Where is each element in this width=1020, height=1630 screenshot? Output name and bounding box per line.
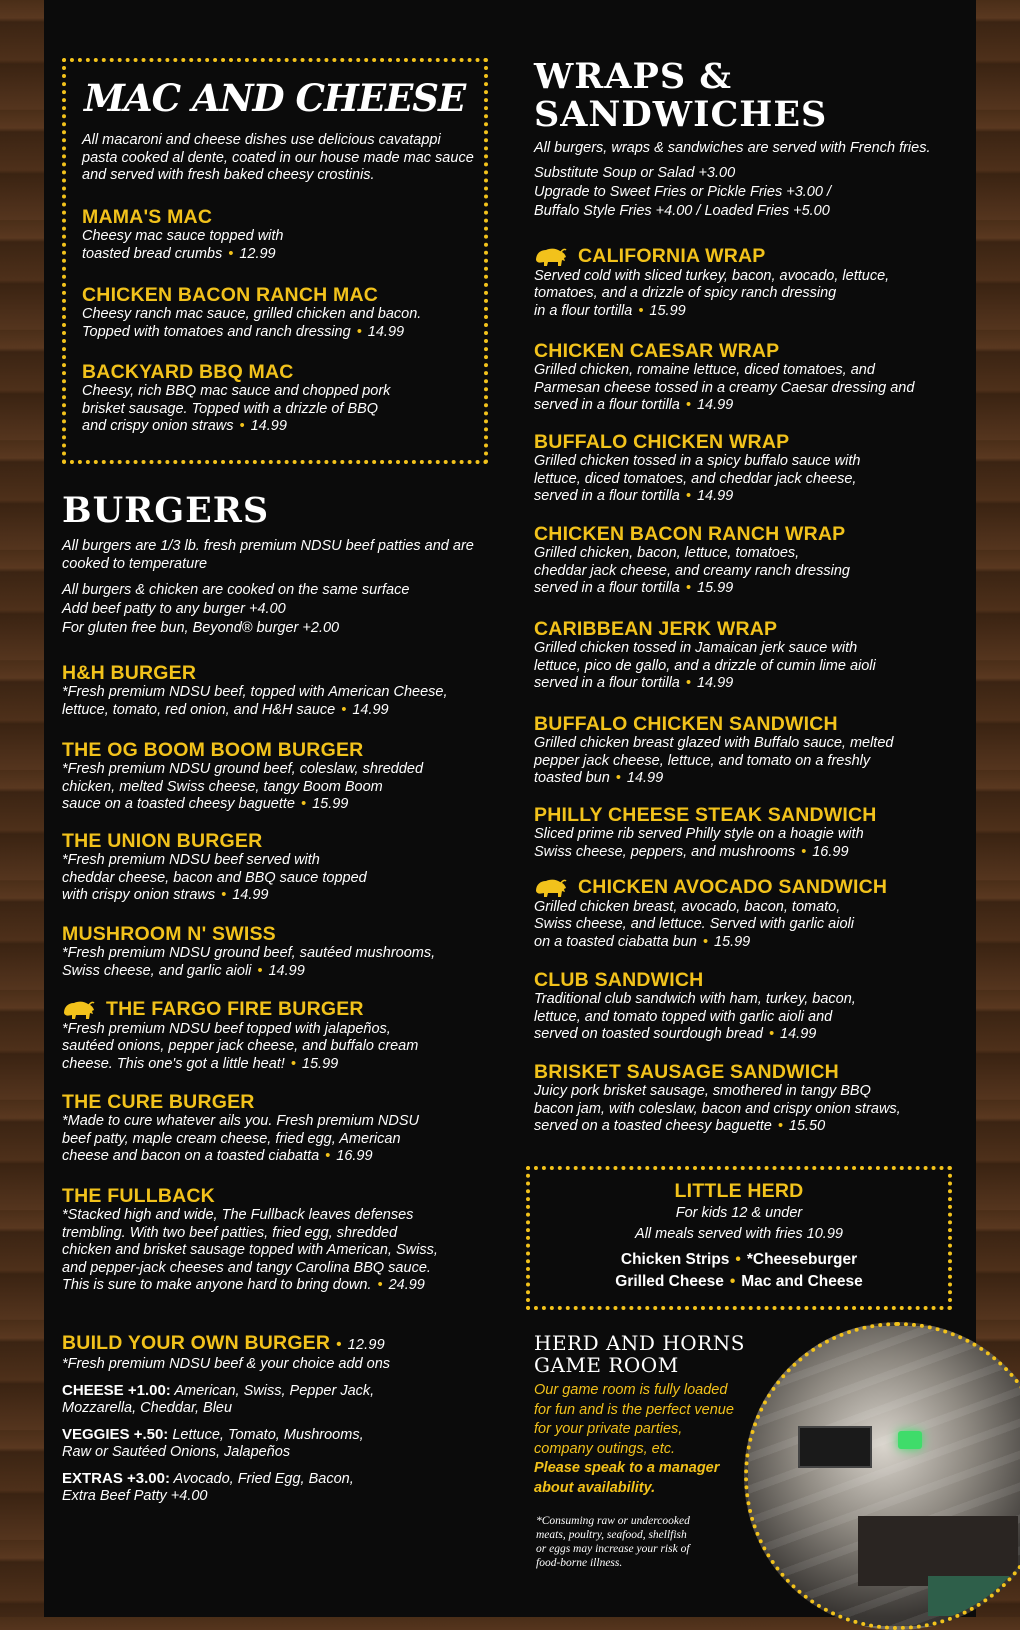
item-desc-line: toasted bun bbox=[534, 770, 610, 786]
item-desc-line: chicken, melted Swiss cheese, tangy Boom Boom bbox=[62, 778, 383, 795]
item-name: BUFFALO CHICKEN SANDWICH bbox=[534, 713, 838, 735]
item-price: 16.99 bbox=[812, 843, 849, 860]
bison-icon bbox=[534, 877, 568, 899]
item-name: BACKYARD BBQ MAC bbox=[82, 361, 294, 383]
item-name: BRISKET SAUSAGE SANDWICH bbox=[534, 1061, 839, 1083]
item-price: 24.99 bbox=[388, 1277, 425, 1293]
item-name: H&H BURGER bbox=[62, 662, 197, 684]
burger-item-fargo: THE FARGO FIRE BURGER *Fresh premium NDSU beef topped with jalapeños, sautéed onions, pepper jack cheese, and buffalo cream cheese. This one's got a little heat! • 15.99 bbox=[62, 998, 419, 1072]
item-price: 15.99 bbox=[713, 933, 751, 950]
wraps-sub-loaded: Buffalo Style Fries +4.00 / Loaded Fries +5.00 bbox=[534, 203, 830, 219]
burger-item-og: THE OG BOOM BOOM BURGER *Fresh premium NDSU ground beef, coleslaw, shredded chicken, melted Swiss cheese, tangy Boom Boom sauce on a toasted cheesy baguette • 15.99 bbox=[62, 739, 424, 812]
item-desc-line: lettuce, diced tomatoes, and cheddar jack cheese, bbox=[534, 470, 857, 487]
item-desc-line: sauce on a toasted cheesy baguette bbox=[62, 796, 295, 812]
wraps-title-line1: WRAPS & bbox=[534, 56, 732, 97]
sandwich-item-buffalo: BUFFALO CHICKEN SANDWICH Grilled chicken breast glazed with Buffalo sauce, melted pepper jack cheese, lettuce, and tomato on a freshly toasted bun • 14.99 bbox=[534, 713, 894, 786]
item-name: CHICKEN BACON RANCH WRAP bbox=[534, 523, 846, 545]
item-desc-line: brisket sausage. Topped with a drizzle of BBQ bbox=[82, 400, 379, 417]
item-desc-line: Topped with tomatoes and ranch dressing bbox=[82, 323, 351, 340]
sandwich-item-brisket: BRISKET SAUSAGE SANDWICH Juicy pork brisket sausage, smothered in tangy BBQ bacon jam, with coleslaw, bacon and crispy onion straws, served on a toasted cheesy baguette • 15.50 bbox=[534, 1061, 901, 1134]
little-herd-box: LITTLE HERD For kids 12 & under All meals served with fries 10.99 Chicken Strips • *Cheeseburger Grilled Cheese • Mac and Cheese bbox=[526, 1166, 952, 1310]
addon-extras-options: Extra Beef Patty +4.00 bbox=[62, 1488, 208, 1504]
item-desc-line: cheese and bacon on a toasted ciabatta bbox=[62, 1148, 320, 1164]
item-desc-line: cheddar cheese, bacon and BBQ sauce topped bbox=[62, 869, 367, 886]
item-desc-line: tomatoes, and a drizzle of spicy ranch dressing bbox=[534, 285, 837, 302]
game-desc-line: about availability. bbox=[534, 1479, 656, 1496]
item-name: CLUB SANDWICH bbox=[534, 969, 704, 991]
addon-veggies-options: Raw or Sautéed Onions, Jalapeños bbox=[62, 1444, 291, 1460]
wraps-title-line2: SANDWICHES bbox=[534, 94, 828, 135]
item-name: MAMA'S MAC bbox=[82, 206, 213, 228]
item-price: 14.99 bbox=[232, 887, 269, 903]
item-desc-line: beef patty, maple cream cheese, fried egg, American bbox=[62, 1130, 401, 1147]
burger-item-hh: H&H BURGER *Fresh premium NDSU beef, topped with American Cheese, lettuce, tomato, red onion, and H&H sauce • 14.99 bbox=[62, 662, 448, 718]
item-price: 14.99 bbox=[780, 1026, 817, 1042]
item-price: 15.99 bbox=[696, 580, 734, 596]
item-price: 15.99 bbox=[301, 1055, 339, 1072]
byo-subtitle: *Fresh premium NDSU beef & your choice add ons bbox=[62, 1356, 391, 1372]
item-desc-line: lettuce, pico de gallo, and a drizzle of cumin lime aioli bbox=[534, 657, 876, 674]
burgers-intro: All burgers are 1/3 lb. fresh premium NDSU beef patties and are cooked to temperature bbox=[62, 538, 474, 572]
burgers-section-title: BURGERS bbox=[62, 490, 270, 531]
item-desc-line: served in a flour tortilla bbox=[534, 580, 680, 596]
game-room-photo bbox=[744, 1322, 1020, 1630]
kids-item-chicken-strips: Chicken Strips bbox=[620, 1251, 730, 1268]
item-desc-line: Grilled chicken breast, avocado, bacon, tomato, bbox=[534, 898, 841, 915]
item-desc-line: sautéed onions, pepper jack cheese, and buffalo cream bbox=[62, 1038, 419, 1055]
item-desc-line: *Fresh premium NDSU ground beef, sautéed mushrooms, bbox=[62, 945, 436, 961]
item-price: 14.99 bbox=[626, 770, 664, 786]
item-price: 15.99 bbox=[649, 302, 686, 319]
item-price: 14.99 bbox=[268, 962, 305, 979]
item-name: CALIFORNIA WRAP bbox=[578, 245, 766, 267]
game-desc-line: Please speak to a manager bbox=[534, 1460, 720, 1476]
wraps-sub-fries: Upgrade to Sweet Fries or Pickle Fries +3.00 / bbox=[534, 184, 831, 200]
game-desc-line: Our game room is fully loaded bbox=[534, 1382, 728, 1398]
bison-icon bbox=[534, 246, 568, 268]
item-desc-line: Cheesy ranch mac sauce, grilled chicken and bacon. bbox=[82, 306, 422, 322]
item-desc-line: Swiss cheese, and lettuce. Served with garlic aioli bbox=[534, 916, 854, 933]
burger-item-cure: THE CURE BURGER *Made to cure whatever ails you. Fresh premium NDSU beef patty, maple cream cheese, fried egg, American cheese and bacon on a toasted ciabatta • 16.99 bbox=[62, 1091, 419, 1164]
disclaimer-line: *Consuming raw or undercooked bbox=[536, 1515, 690, 1527]
wraps-section-title bbox=[534, 58, 827, 134]
addon-veggies-options: Lettuce, Tomato, Mushrooms, bbox=[172, 1426, 364, 1443]
item-desc-line: Parmesan cheese tossed in a creamy Caesar dressing and bbox=[534, 379, 915, 396]
burgers-note-surface: All burgers & chicken are cooked on the same surface bbox=[62, 582, 410, 598]
item-price: 14.99 bbox=[367, 323, 405, 340]
item-desc-line: toasted bread crumbs bbox=[82, 245, 223, 262]
item-desc-line: Cheesy mac sauce topped with bbox=[82, 228, 284, 244]
item-desc-line: Grilled chicken, romaine lettuce, diced tomatoes, and bbox=[534, 362, 875, 378]
item-desc-line: served on a toasted cheesy baguette bbox=[534, 1118, 772, 1134]
item-desc-line: with crispy onion straws bbox=[62, 887, 216, 903]
raw-food-disclaimer bbox=[536, 1514, 736, 1570]
item-price: 14.99 bbox=[696, 488, 734, 504]
item-name: PHILLY CHEESE STEAK SANDWICH bbox=[534, 804, 877, 826]
item-name: CARIBBEAN JERK WRAP bbox=[534, 618, 778, 640]
kids-subtitle: For kids 12 & under bbox=[675, 1205, 803, 1221]
mac-intro: All macaroni and cheese dishes use delicious cavatappi pasta cooked al dente, coated in our house made mac sauce and served with fresh baked cheesy crostinis. bbox=[82, 132, 474, 183]
item-name: CHICKEN AVOCADO SANDWICH bbox=[578, 876, 888, 898]
burger-item-mushroom: MUSHROOM N' SWISS *Fresh premium NDSU ground beef, sautéed mushrooms, Swiss cheese, and garlic aioli • 14.99 bbox=[62, 923, 436, 979]
item-desc-line: *Fresh premium NDSU beef topped with jalapeños, bbox=[62, 1020, 391, 1037]
item-desc-line: served on toasted sourdough bread bbox=[534, 1026, 763, 1042]
addon-veggies-label: VEGGIES +.50: bbox=[62, 1425, 169, 1443]
item-desc-line: This is sure to make anyone hard to bring down. bbox=[62, 1277, 372, 1293]
item-price: 16.99 bbox=[336, 1148, 373, 1164]
item-desc-line: *Made to cure whatever ails you. Fresh premium NDSU bbox=[62, 1113, 419, 1129]
item-price: 12.99 bbox=[239, 245, 276, 262]
game-desc-line: company outings, etc. bbox=[534, 1440, 676, 1457]
item-desc-line: cheese. This one's got a little heat! bbox=[62, 1055, 285, 1072]
item-price: 12.99 bbox=[347, 1337, 385, 1353]
addon-extras-label: EXTRAS +3.00: bbox=[62, 1469, 170, 1487]
kids-price-line: All meals served with fries bbox=[635, 1226, 803, 1242]
wrap-item-cbr: CHICKEN BACON RANCH WRAP Grilled chicken, bacon, lettuce, tomatoes, cheddar jack cheese, and creamy ranch dressing served in a flour tortilla • 15.99 bbox=[534, 523, 850, 596]
mac-section-title: MAC AND CHEESE bbox=[84, 76, 466, 120]
kids-title: LITTLE HERD bbox=[674, 1180, 804, 1202]
item-desc-line: cheddar jack cheese, and creamy ranch dressing bbox=[534, 562, 850, 579]
item-desc-line: lettuce, tomato, red onion, and H&H sauce bbox=[62, 701, 336, 718]
item-name: THE FARGO FIRE BURGER bbox=[106, 998, 364, 1020]
item-price: 14.99 bbox=[696, 675, 734, 691]
item-desc-line: chicken and brisket sausage topped with American, Swiss, bbox=[62, 1242, 438, 1258]
kids-item-mac-and-cheese: Mac and Cheese bbox=[741, 1273, 863, 1290]
item-name: BUILD YOUR OWN BURGER bbox=[62, 1332, 331, 1354]
build-your-own-burger: BUILD YOUR OWN BURGER • 12.99 *Fresh premium NDSU beef & your choice add ons CHEESE +1.00: American, Swiss, Pepper Jack, Mozzarella, Cheddar, Bleu VEGGIES +.50: Lettuce, Tomato, Mushrooms, Raw or Sautéed Onions, Jalapeños EXTRAS +3.00: Avocado, Fried Egg, Bacon, Extra Beef Patty +4.00 bbox=[62, 1332, 391, 1504]
wrap-item-jerk: CARIBBEAN JERK WRAP Grilled chicken tossed in Jamaican jerk sauce with lettuce, pico de gallo, and a drizzle of cumin lime aioli served in a flour tortilla • 14.99 bbox=[534, 618, 876, 691]
wraps-intro: All burgers, wraps & sandwiches are served with French fries. bbox=[534, 140, 931, 156]
wrap-item-buffalo: BUFFALO CHICKEN WRAP Grilled chicken tossed in a spicy buffalo sauce with lettuce, diced tomatoes, and cheddar jack cheese, served in a flour tortilla • 14.99 bbox=[534, 431, 861, 504]
item-desc-line: *Fresh premium NDSU beef, topped with American Cheese, bbox=[62, 684, 448, 700]
item-desc-line: served in a flour tortilla bbox=[534, 488, 680, 504]
sandwich-item-philly: PHILLY CHEESE STEAK SANDWICH Sliced prime rib served Philly style on a hoagie with Swiss cheese, peppers, and mushrooms • 16.99 bbox=[534, 804, 877, 860]
addon-cheese-options: Mozzarella, Cheddar, Bleu bbox=[62, 1400, 233, 1416]
item-desc-line: and pepper-jack cheeses and tangy Carolina BBQ sauce. bbox=[62, 1259, 431, 1276]
item-name: THE UNION BURGER bbox=[62, 830, 263, 852]
addon-cheese-label: CHEESE +1.00: bbox=[62, 1381, 171, 1399]
item-desc-line: Grilled chicken tossed in a spicy buffalo sauce with bbox=[534, 453, 861, 469]
game-room-description bbox=[534, 1381, 764, 1498]
item-desc-line: served in a flour tortilla bbox=[534, 675, 680, 691]
game-room-title-line1: HERD AND HORNS bbox=[534, 1331, 745, 1355]
wrap-item-california: CALIFORNIA WRAP Served cold with sliced turkey, bacon, avocado, lettuce, tomatoes, and a drizzle of spicy ranch dressing in a flour tortilla • 15.99 bbox=[534, 245, 890, 319]
game-desc-line: for fun and is the perfect venue bbox=[534, 1401, 734, 1418]
burger-item-fullback: THE FULLBACK *Stacked high and wide, The Fullback leaves defenses trembling. With two beef patties, fried egg, shredded chicken and brisket sausage topped with American, Swiss, and pepper-jack cheeses and tangy Carolina BBQ sauce. This is sure to make anyone hard to bring down. • 24.99 bbox=[62, 1185, 438, 1293]
burger-item-union: THE UNION BURGER *Fresh premium NDSU beef served with cheddar cheese, bacon and BBQ sauce topped with crispy onion straws • 14.99 bbox=[62, 830, 367, 903]
disclaimer-line: or eggs may increase your risk of bbox=[536, 1543, 690, 1555]
wraps-sub-soup: Substitute Soup or Salad +3.00 bbox=[534, 165, 736, 181]
item-name: BUFFALO CHICKEN WRAP bbox=[534, 431, 790, 453]
bison-icon bbox=[62, 999, 96, 1021]
item-name: CHICKEN CAESAR WRAP bbox=[534, 340, 780, 362]
item-desc-line: Traditional club sandwich with ham, turkey, bacon, bbox=[534, 991, 856, 1007]
item-price: 14.99 bbox=[250, 418, 287, 434]
disclaimer-line: food-borne illness. bbox=[536, 1557, 623, 1569]
item-name: MUSHROOM N' SWISS bbox=[62, 923, 276, 945]
item-desc-line: *Fresh premium NDSU ground beef, coleslaw, shredded bbox=[62, 761, 424, 777]
mac-item-cbr: CHICKEN BACON RANCH MAC Cheesy ranch mac sauce, grilled chicken and bacon. Topped with tomatoes and ranch dressing • 14.99 bbox=[82, 284, 422, 340]
item-desc-line: *Stacked high and wide, The Fullback leaves defenses bbox=[62, 1207, 414, 1223]
item-desc-line: Juicy pork brisket sausage, smothered in tangy BBQ bbox=[534, 1083, 871, 1099]
item-desc-line: Grilled chicken breast glazed with Buffalo sauce, melted bbox=[534, 735, 894, 751]
item-desc-line: Cheesy, rich BBQ mac sauce and chopped pork bbox=[82, 383, 391, 399]
mac-and-cheese-box bbox=[62, 58, 488, 464]
burgers-note-gf: For gluten free bun, Beyond® burger +2.00 bbox=[62, 620, 340, 636]
item-name: THE CURE BURGER bbox=[62, 1091, 255, 1113]
game-room-title-line2: GAME ROOM bbox=[534, 1353, 679, 1377]
game-room-title bbox=[534, 1332, 745, 1376]
item-price: 14.99 bbox=[352, 701, 389, 718]
item-desc-line: Grilled chicken, bacon, lettuce, tomatoes, bbox=[534, 545, 800, 561]
item-desc-line: in a flour tortilla bbox=[534, 302, 633, 319]
item-desc-line: Sliced prime rib served Philly style on a hoagie with bbox=[534, 826, 864, 842]
item-desc-line: pepper jack cheese, lettuce, and tomato on a freshly bbox=[534, 752, 871, 769]
addon-cheese-options: American, Swiss, Pepper Jack, bbox=[174, 1382, 375, 1399]
item-desc-line: on a toasted ciabatta bun bbox=[534, 933, 697, 950]
item-price: 15.50 bbox=[788, 1118, 826, 1134]
sandwich-item-club: CLUB SANDWICH Traditional club sandwich with ham, turkey, bacon, lettuce, and tomato topped with garlic aioli and served on toasted sourdough bread • 14.99 bbox=[534, 969, 856, 1042]
item-desc-line: Served cold with sliced turkey, bacon, avocado, lettuce, bbox=[534, 267, 890, 284]
item-price: 14.99 bbox=[696, 397, 734, 413]
item-name: CHICKEN BACON RANCH MAC bbox=[82, 284, 379, 306]
mac-item-mamas: MAMA'S MAC Cheesy mac sauce topped with toasted bread crumbs • 12.99 bbox=[82, 206, 284, 262]
item-name: THE OG BOOM BOOM BURGER bbox=[62, 739, 364, 761]
item-desc-line: Swiss cheese, and garlic aioli bbox=[62, 962, 252, 979]
item-desc-line: bacon jam, with coleslaw, bacon and crispy onion straws, bbox=[534, 1100, 901, 1117]
kids-item-cheeseburger: *Cheeseburger bbox=[746, 1251, 858, 1268]
mac-item-bbq: BACKYARD BBQ MAC Cheesy, rich BBQ mac sauce and chopped pork brisket sausage. Topped with a drizzle of BBQ and crispy onion straws • 14.99 bbox=[82, 361, 391, 434]
item-name: THE FULLBACK bbox=[62, 1185, 215, 1207]
kids-price: 10.99 bbox=[806, 1226, 843, 1242]
burgers-note-patty: Add beef patty to any burger +4.00 bbox=[62, 601, 286, 617]
kids-item-grilled-cheese: Grilled Cheese bbox=[615, 1273, 724, 1290]
item-desc-line: lettuce, and tomato topped with garlic aioli and bbox=[534, 1008, 833, 1025]
sandwich-item-avocado: CHICKEN AVOCADO SANDWICH Grilled chicken breast, avocado, bacon, tomato, Swiss cheese, and lettuce. Served with garlic aioli on a toasted ciabatta bun • 15.99 bbox=[534, 876, 888, 950]
disclaimer-line: meats, poultry, seafood, shellfish bbox=[536, 1529, 687, 1541]
item-price: 15.99 bbox=[312, 796, 349, 812]
item-desc-line: *Fresh premium NDSU beef served with bbox=[62, 852, 320, 868]
addon-extras-options: Avocado, Fried Egg, Bacon, bbox=[173, 1470, 354, 1487]
item-desc-line: Grilled chicken tossed in Jamaican jerk sauce with bbox=[534, 640, 858, 656]
item-desc-line: Swiss cheese, peppers, and mushrooms bbox=[534, 843, 796, 860]
item-desc-line: served in a flour tortilla bbox=[534, 397, 680, 413]
item-desc-line: trembling. With two beef patties, fried egg, shredded bbox=[62, 1224, 398, 1241]
item-desc-line: and crispy onion straws bbox=[82, 418, 234, 434]
game-desc-line: for your private parties, bbox=[534, 1421, 683, 1437]
wrap-item-caesar: CHICKEN CAESAR WRAP Grilled chicken, romaine lettuce, diced tomatoes, and Parmesan cheese tossed in a creamy Caesar dressing and served in a flour tortilla • 14.99 bbox=[534, 340, 915, 413]
